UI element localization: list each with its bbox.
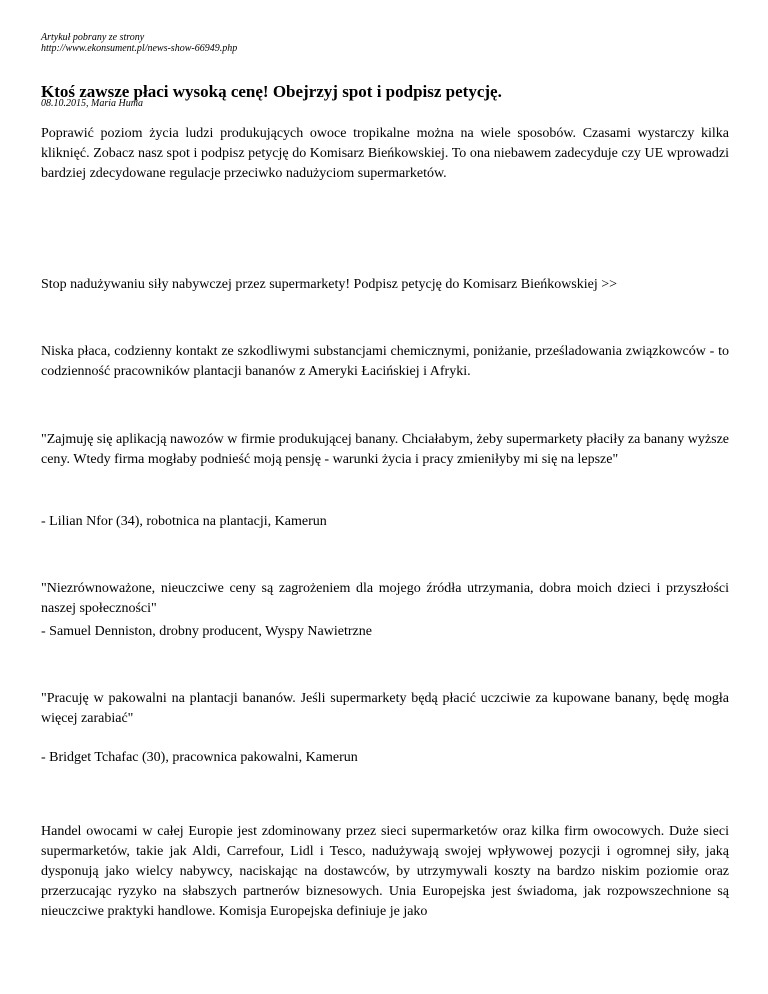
quote-2-author: - Samuel Denniston, drobny producent, Wyspy Nawietrzne	[41, 624, 372, 639]
source-label: Artykuł pobrany ze strony	[41, 32, 145, 43]
quote-1-text: "Zajmuję się aplikacją nawozów w firmie produkującej banany. Chciałabym, żeby supermarkety płaciły za banany wyższe ceny. Wtedy firma mogłaby podnieść moją pensję - warunki życia i pracy zmieniłyby mi się na lepsze"	[41, 432, 729, 467]
source-url[interactable]: http://www.ekonsument.pl/news-show-66949.php	[41, 43, 238, 54]
quote-2-text: "Niezrównoważone, nieuczciwe ceny są zagrożeniem dla mojego źródła utrzymania, dobra moich dzieci i przyszłości naszej społeczności"	[41, 581, 729, 616]
quote-3-text: "Pracuję w pakowalni na plantacji bananów. Jeśli supermarkety będą płacić uczciwie za kupowane banany, będę mogła więcej zarabiać"	[41, 691, 729, 726]
quote-1-author: - Lilian Nfor (34), robotnica na plantacji, Kamerun	[41, 514, 327, 529]
intro-paragraph: Poprawić poziom życia ludzi produkujących owoce tropikalne można na wiele sposobów. Czasami wystarczy kilka kliknięć. Zobacz nasz spot i podpisz petycję do Komisarz Bieńkowskiej. To ona niebawem zadecyduje czy UE wprowadzi bardziej zdecydowane regulacje przeciwko nadużyciom supermarketów.	[41, 126, 729, 181]
source-info	[41, 32, 237, 54]
article-title: Ktoś zawsze płaci wysoką cenę! Obejrzyj spot i podpisz petycję.	[41, 82, 502, 101]
closing-paragraph: Handel owocami w całej Europie jest zdominowany przez sieci supermarketów oraz kilka firm owocowych. Duże sieci supermarketów, takie jak Aldi, Carrefour, Lidl i Tesco, nadużywają swojej wpływowej pozycji i ogromnej siły, jaką dysponują jako wielcy nabywcy, naciskając na dostawców, by utrzymywali koszty na bardzo niskim poziomie oraz przerzucając ryzyko na słabszych partnerów biznesowych. Unia Europejska jest świadoma, jak rozpowszechnione są nieuczciwe praktyki handlowe. Komisja Europejska definiuje je jako	[41, 824, 729, 919]
petition-link[interactable]: Stop nadużywaniu siły nabywczej przez supermarkety! Podpisz petycję do Komisarz Bieńkowskiej >>	[41, 277, 618, 292]
quote-3-author: - Bridget Tchafac (30), pracownica pakowalni, Kamerun	[41, 750, 358, 765]
article-byline: 08.10.2015, Maria Huma	[41, 98, 143, 109]
conditions-paragraph: Niska płaca, codzienny kontakt ze szkodliwymi substancjami chemicznymi, poniżanie, prześladowania związkowców - to codzienność pracowników plantacji bananów z Ameryki Łacińskiej i Afryki.	[41, 344, 729, 379]
